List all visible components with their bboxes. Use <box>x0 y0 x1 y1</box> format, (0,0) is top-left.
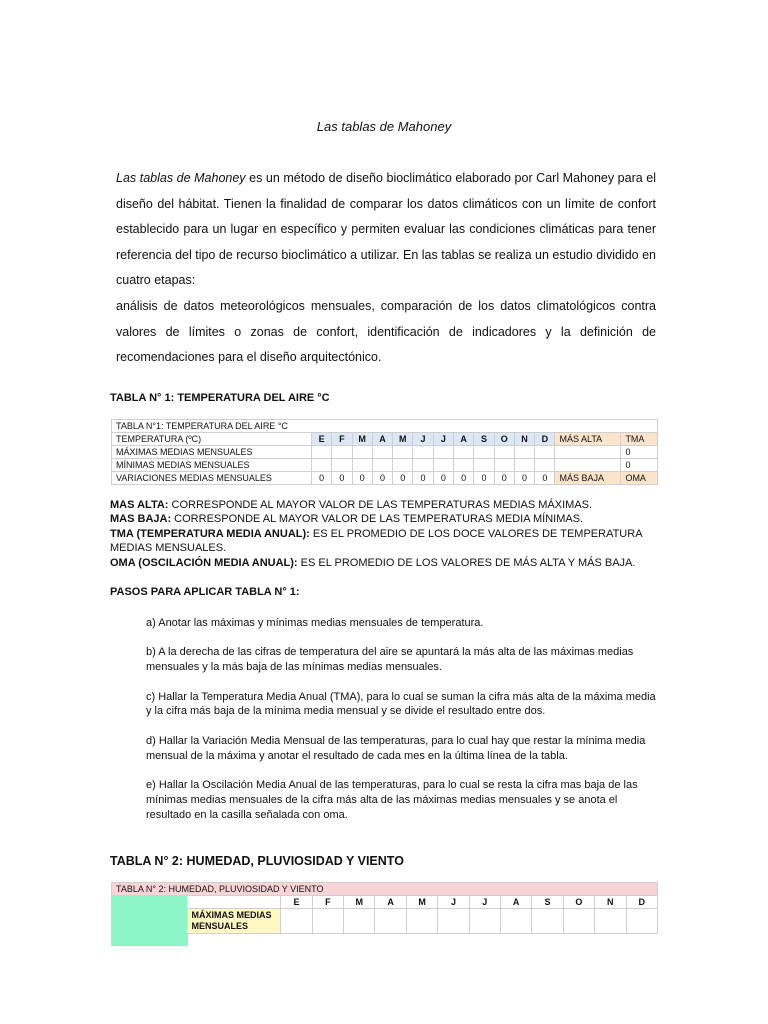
intro-text <box>116 166 656 371</box>
step-item: e) Hallar la Oscilación Media Anual de las temperaturas, para lo cual se resta la cifra mas baja de las mínimas medias mensuales de la cifra más alta de las máximas medias mensuales y se anota el resultado en la casilla señalada con oma. <box>146 778 638 821</box>
table-cell: 0 <box>393 472 413 485</box>
table-cell: 0 <box>311 472 331 485</box>
table1-heading: TABLA N° 1: TEMPERATURA DEL AIRE °C <box>110 392 330 404</box>
table-row <box>112 459 658 472</box>
month-header: D <box>626 896 658 909</box>
month-header: S <box>474 433 494 446</box>
document-title: Las tablas de Mahoney <box>316 119 452 134</box>
definition-item <box>110 556 650 570</box>
row-label: TEMPERATURA (ºC) <box>112 433 312 446</box>
month-header: M <box>344 896 375 909</box>
definition-term: OMA (OSCILACIÓN MEDIA ANUAL): <box>110 556 298 569</box>
month-header: E <box>311 433 331 446</box>
month-header: M <box>352 433 372 446</box>
table-cell: 0 <box>433 472 453 485</box>
table-2-humidity <box>111 882 658 934</box>
definition-term: MAS BAJA: <box>110 513 172 526</box>
table-cell: 0 <box>514 472 534 485</box>
month-header: A <box>500 896 531 909</box>
extra-label-cell <box>555 446 621 459</box>
table-row <box>112 909 658 934</box>
definition-text: ES EL PROMEDIO DE LOS VALORES DE MÁS ALTA Y MÁS BAJA. <box>297 556 636 569</box>
intro-paragraph-2: análisis de datos meteorológicos mensuales, comparación de los datos climatológicos contra valores de límites o zonas de confort, identificación de indicadores y la definición de recomendaciones para el diseño arquitectónico. <box>116 298 656 365</box>
mas-baja-label: MÁS BAJA <box>555 472 621 485</box>
month-header: A <box>454 433 474 446</box>
table-row <box>112 446 658 459</box>
table-cell: 0 <box>535 472 555 485</box>
month-header: F <box>332 433 352 446</box>
table-cell: 0 <box>474 472 494 485</box>
month-header: O <box>563 896 594 909</box>
month-header: N <box>514 433 534 446</box>
definition-item <box>110 498 650 512</box>
definition-item <box>110 527 650 556</box>
table1-caption: TABLA N°1: TEMPERATURA DEL AIRE °C <box>112 420 658 433</box>
month-header: E <box>281 896 312 909</box>
month-header: F <box>312 896 343 909</box>
extra-value-cell: 0 <box>621 459 658 472</box>
tma-label: TMA <box>621 433 658 446</box>
mas-alta-label: MÁS ALTA <box>555 433 621 446</box>
table-cell: 0 <box>332 472 352 485</box>
table-cell: 0 <box>454 472 474 485</box>
month-header: N <box>595 896 626 909</box>
oma-label: OMA <box>621 472 658 485</box>
row-label: VARIACIONES MEDIAS MENSUALES <box>112 472 312 485</box>
definitions-block <box>110 498 650 570</box>
intro-paragraph-1-text: es un método de diseño bioclimático elaborado por Carl Mahoney para el diseño del hábitat. Tienen la finalidad de comparar los datos climáticos con un límite de confort establecido para un lugar en específico y permiten evaluar las condiciones climáticas para tener referencia del tipo de recurso bioclimático a utilizar. En las tablas se realiza un estudio dividido en cuatro etapas: <box>116 171 656 288</box>
month-header: A <box>372 433 392 446</box>
month-header: M <box>406 896 437 909</box>
row-label: MÁXIMAS MEDIAS MENSUALES <box>187 909 281 934</box>
month-header: J <box>469 896 500 909</box>
definition-item <box>110 512 650 526</box>
table2-teal-cell <box>111 934 188 946</box>
table-cell: 0 <box>413 472 433 485</box>
step-item: a) Anotar las máximas y mínimas medias mensuales de temperatura. <box>146 617 484 629</box>
month-header: A <box>375 896 406 909</box>
table-row <box>112 433 658 446</box>
month-header: D <box>535 433 555 446</box>
row-label: MÍNIMAS MEDIAS MENSUALES <box>112 459 312 472</box>
definition-text: CORRESPONDE AL MAYOR VALOR DE LAS TEMPERATURAS MEDIA MÍNIMAS. <box>171 513 584 526</box>
step-item: c) Hallar la Temperatura Media Anual (TMA), para lo cual se suman la cifra más alta de la máxima media y la cifra más baja de la mínima media mensual y se divide el resultado entre dos. <box>146 690 656 718</box>
month-header: M <box>393 433 413 446</box>
month-header: J <box>413 433 433 446</box>
steps-list <box>146 616 658 837</box>
table-1-temperature <box>111 419 658 485</box>
extra-label-cell <box>555 459 621 472</box>
definition-term: TMA (TEMPERATURA MEDIA ANUAL): <box>110 527 310 540</box>
table-row <box>112 896 658 909</box>
table-cell: 0 <box>372 472 392 485</box>
step-item: b) A la derecha de las cifras de temperatura del aire se apuntará la más alta de las máximas medias mensuales y la más baja de las mínimas medias mensuales. <box>146 646 634 674</box>
table2-caption: TABLA N° 2: HUMEDAD, PLUVIOSIDAD Y VIENTO <box>112 883 658 896</box>
definition-term: MAS ALTA: <box>110 499 169 511</box>
intro-lead-italic: Las tablas de Mahoney <box>116 171 246 185</box>
month-header: J <box>433 433 453 446</box>
table2-caption-row <box>112 883 658 896</box>
intro-paragraph-1 <box>116 166 656 294</box>
month-header: S <box>532 896 563 909</box>
month-header: J <box>438 896 469 909</box>
table-cell: 0 <box>352 472 372 485</box>
month-header: O <box>494 433 514 446</box>
steps-heading: PASOS PARA APLICAR TABLA N° 1: <box>110 586 300 598</box>
table1-caption-row <box>112 420 658 433</box>
definition-text: CORRESPONDE AL MAYOR VALOR DE LAS TEMPERATURAS MEDIAS MÁXIMAS. <box>168 499 593 511</box>
table-cell: 0 <box>494 472 514 485</box>
definition-text: ES EL PROMEDIO DE LOS DOCE VALORES DE TEMPERATURA MEDIAS MENSUALES. <box>110 527 642 555</box>
extra-value-cell: 0 <box>621 446 658 459</box>
step-item: d) Hallar la Variación Media Mensual de las temperaturas, para lo cual hay que restar la mínima media mensual de la máxima y anotar el resultado de cada mes en la última línea de la tabla. <box>146 734 646 762</box>
table2-heading: TABLA N° 2: HUMEDAD, PLUVIOSIDAD Y VIENTO <box>110 854 404 868</box>
table-row <box>112 472 658 485</box>
row-label: MÁXIMAS MEDIAS MENSUALES <box>112 446 312 459</box>
